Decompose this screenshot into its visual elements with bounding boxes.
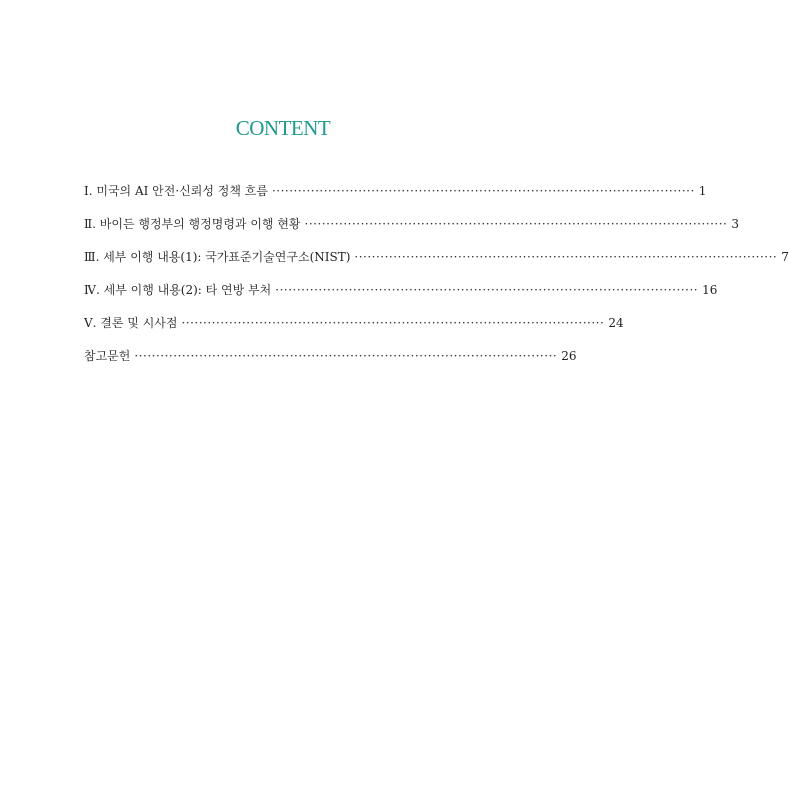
toc-entry[interactable]: [84, 345, 577, 367]
toc-entry-label: Ⅱ. 바이든 행정부의 행정명령과 이행 현황: [84, 217, 301, 231]
toc-entry[interactable]: [84, 312, 624, 334]
toc-entry-page: 1: [698, 184, 707, 198]
toc-leader-dots: ··································································································: [271, 184, 695, 198]
toc-leader-dots: ··································································································: [354, 250, 778, 264]
toc-leader-dots: ··································································································: [304, 217, 728, 231]
toc-entry[interactable]: [84, 180, 707, 202]
document-title: CONTENT: [235, 116, 331, 140]
toc-entry-label: 참고문헌: [84, 349, 131, 363]
toc-entry-page: 3: [731, 217, 739, 231]
toc-entry-page: 16: [702, 283, 718, 297]
toc-entry-page: 7: [781, 250, 789, 264]
toc-entry-label: Ⅰ. 미국의 AI 안전·신뢰성 정책 흐름: [84, 184, 268, 198]
toc-leader-dots: ··································································································: [181, 316, 605, 330]
toc-leader-dots: ··································································································: [275, 283, 699, 297]
toc-leader-dots: ··································································································: [134, 349, 558, 363]
toc-entry-label: Ⅴ. 결론 및 시사점: [84, 316, 178, 330]
toc-entry-page: 24: [608, 316, 624, 330]
toc-entry-label: Ⅲ. 세부 이행 내용(1): 국가표준기술연구소(NIST): [84, 250, 351, 264]
toc-entry[interactable]: [84, 213, 739, 235]
toc-entry-label: Ⅳ. 세부 이행 내용(2): 타 연방 부처: [84, 283, 272, 297]
toc-entry-page: 26: [561, 349, 577, 363]
toc-entry[interactable]: [84, 246, 789, 268]
toc-entry[interactable]: [84, 279, 718, 301]
